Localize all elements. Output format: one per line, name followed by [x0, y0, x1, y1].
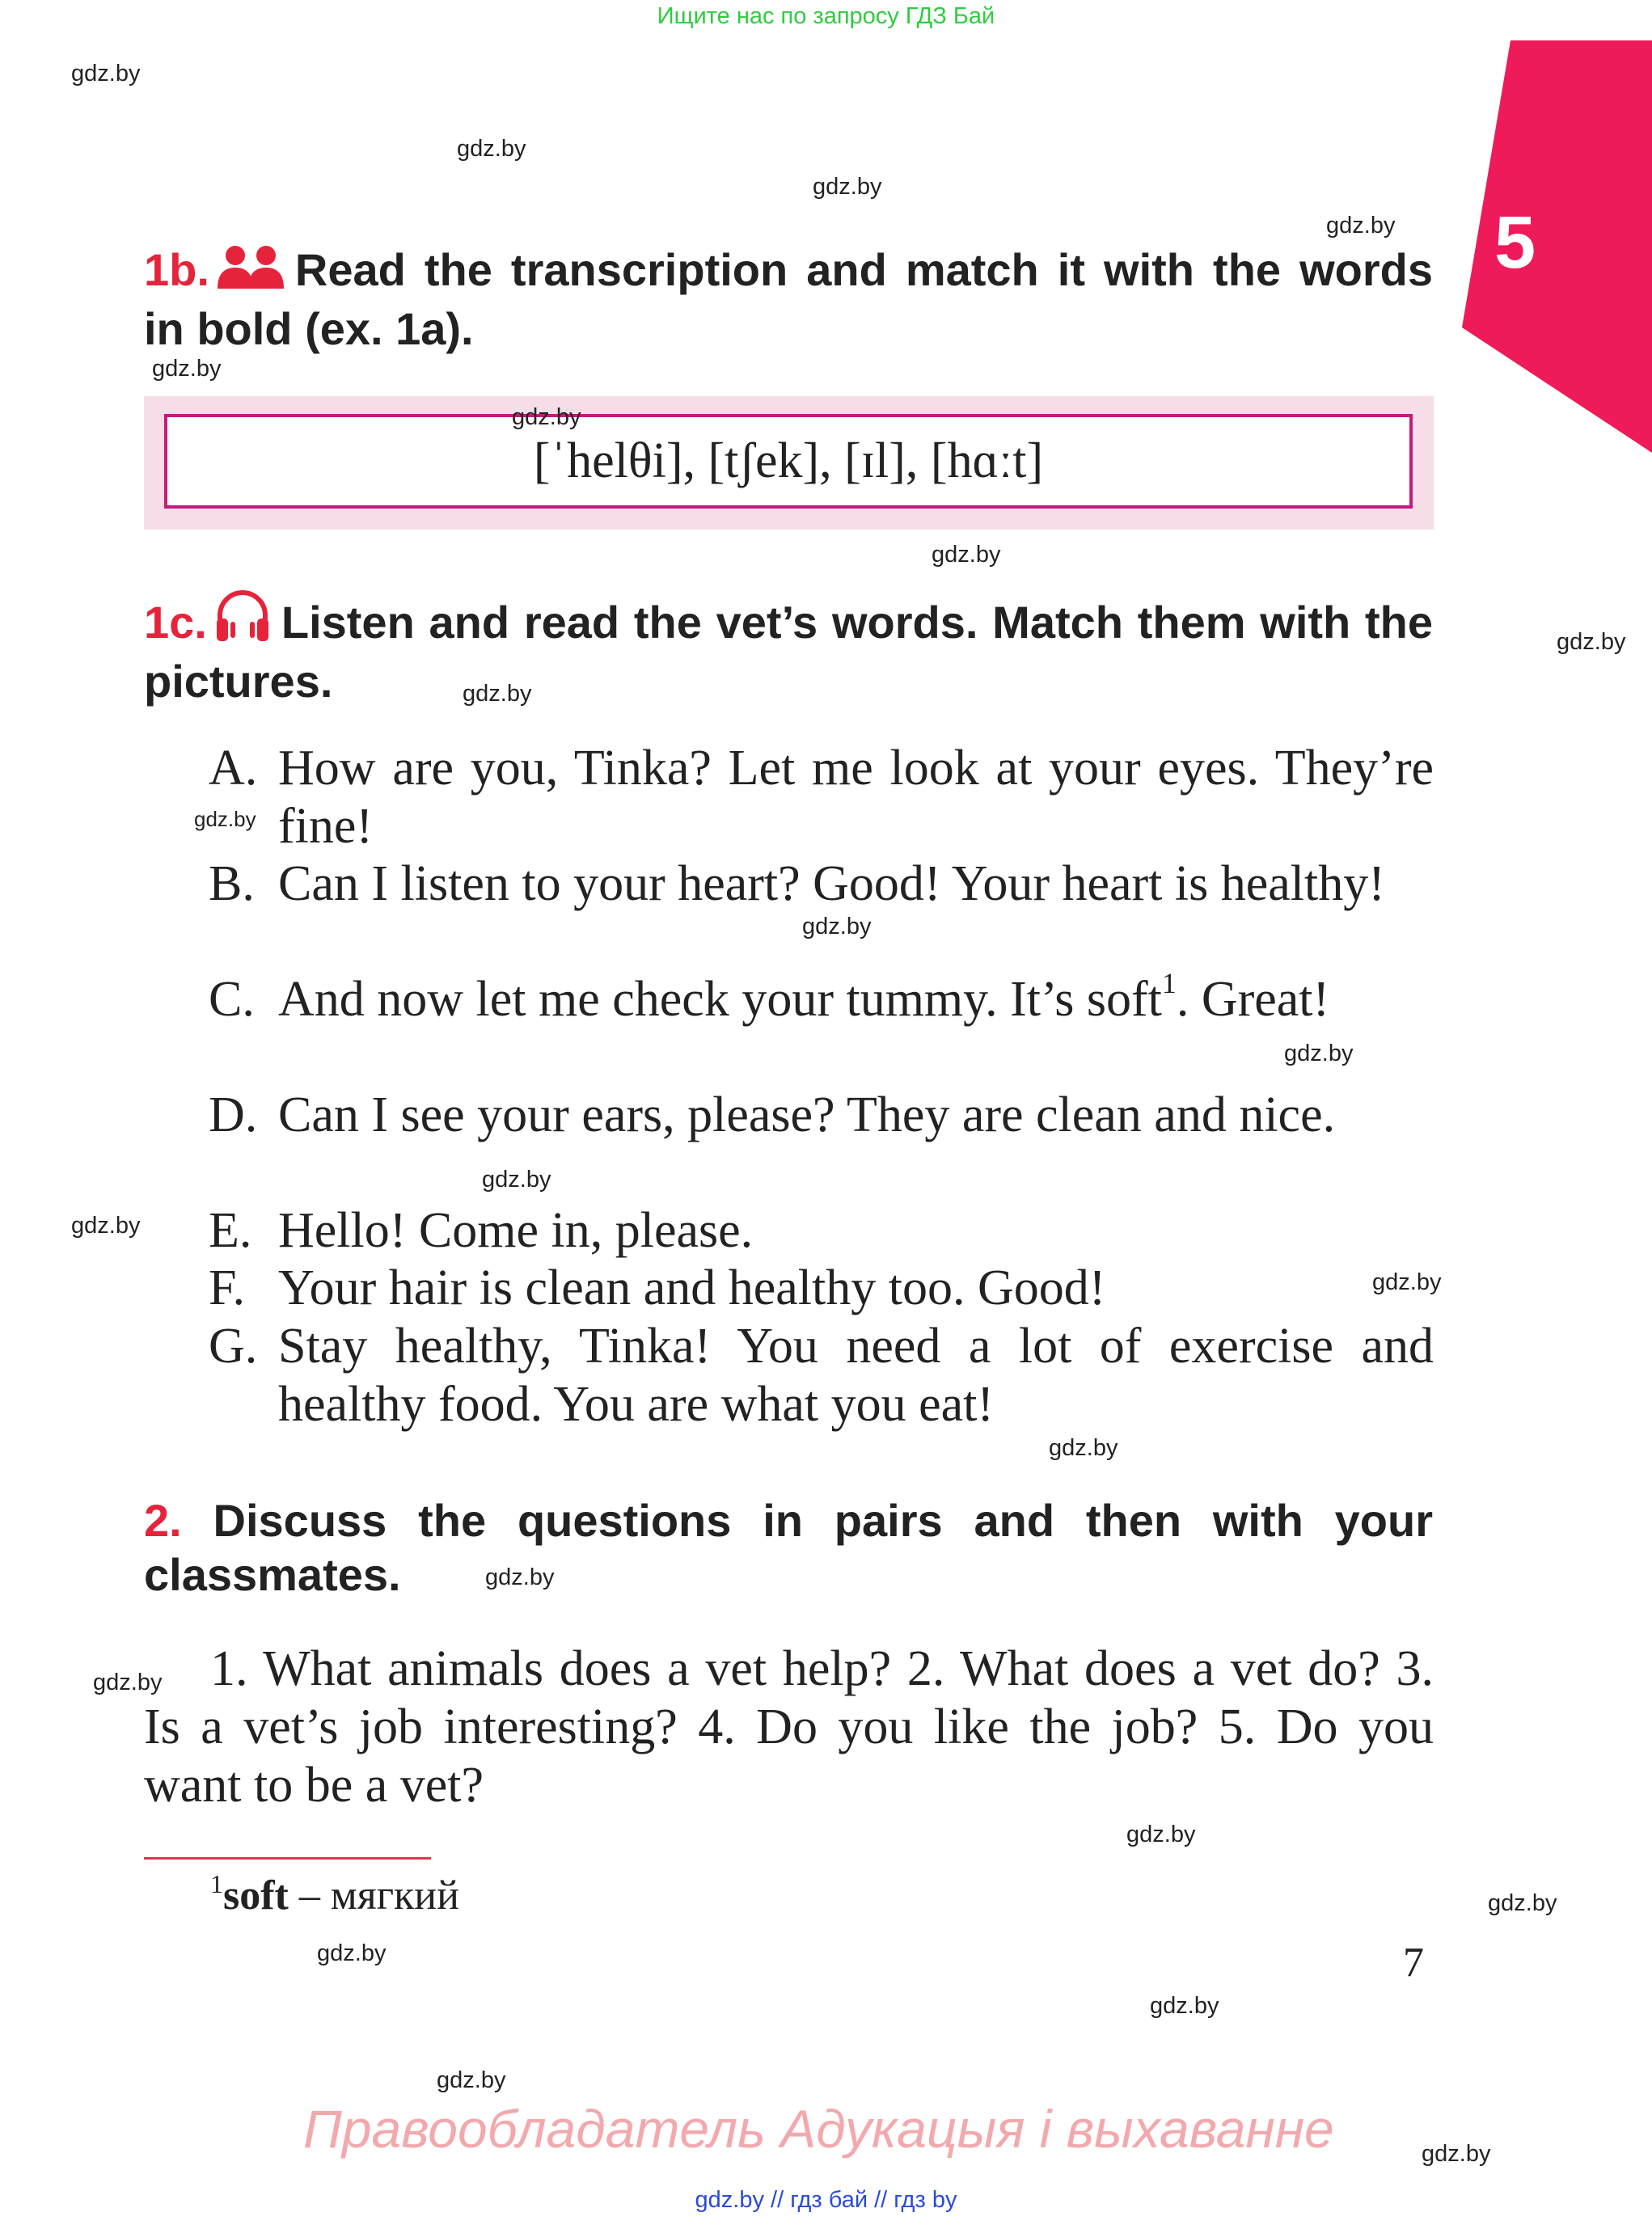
exercise-1c-instruction: Listen and read the vet’s words. Match them with the pictures.	[144, 597, 1433, 707]
watermark-label: gdz.by	[932, 542, 1001, 568]
item-text: Can I listen to your heart? Good! Your heart is healthy!	[278, 856, 1385, 911]
watermark-label: gdz.by	[1284, 1041, 1354, 1066]
unit-tab	[1462, 40, 1652, 453]
watermark-label: gdz.by	[194, 807, 256, 831]
item-text: How are you, Tinka? Let me look at your eyes. They’re fine!	[278, 741, 1434, 854]
watermark-label: gdz.by	[1372, 1269, 1442, 1295]
top-banner: Ищите нас по запросу ГДЗ Бай	[657, 3, 995, 29]
transcription-text: [ˈhelθi], [tʃek], [ɪl], [hɑːt]	[533, 433, 1044, 488]
item-letter: E.	[209, 1203, 252, 1258]
watermark-label: gdz.by	[802, 914, 872, 939]
bottom-links: gdz.by // гдз бай // гдз by	[695, 2187, 957, 2213]
watermark-label: gdz.by	[1557, 629, 1626, 655]
unit-number: 5	[1494, 201, 1536, 284]
watermark-label: gdz.by	[71, 61, 141, 87]
exercise-1b-instruction: Read the transcription and match it with the words in bold (ex. 1a).	[144, 244, 1433, 354]
item-text: Your hair is clean and healthy too. Good!	[278, 1260, 1106, 1315]
list-item	[209, 1201, 1434, 1260]
list-item	[209, 739, 1434, 855]
exercise-2-instruction: Discuss the questions in pairs and then with your classmates.	[144, 1495, 1433, 1600]
watermark-label: gdz.by	[463, 681, 532, 707]
list-item	[209, 1317, 1434, 1433]
headphones-icon	[213, 588, 272, 654]
exercise-2-questions: 1. What animals does a vet help? 2. What does a vet do? 3. Is a vet’s job interesting? 4. Do you like the job? 5. Do you want to be a vet?	[144, 1641, 1434, 1813]
watermark-label: gdz.by	[485, 1564, 555, 1590]
item-text: Stay healthy, Tinka! You need a lot of exercise and healthy food. You are what you eat!	[278, 1319, 1434, 1432]
item-letter: D.	[209, 1087, 258, 1142]
list-item	[209, 1086, 1434, 1144]
footnote-translation: – мягкий	[288, 1872, 459, 1919]
watermark-label: gdz.by	[813, 174, 882, 200]
item-text-part: . Great!	[1176, 972, 1330, 1027]
watermark-label: gdz.by	[152, 356, 222, 382]
watermark-label: gdz.by	[512, 404, 581, 430]
page-number: 7	[1403, 1940, 1424, 1986]
list-item	[209, 855, 1434, 913]
exercise-1b-heading	[144, 243, 1433, 356]
exercise-2-heading	[144, 1493, 1433, 1602]
watermark-label: gdz.by	[1049, 1435, 1118, 1461]
watermark-label: gdz.by	[482, 1167, 551, 1193]
exercise-1c-heading	[144, 588, 1433, 708]
footnote-word: soft	[223, 1872, 289, 1919]
watermark-label: gdz.by	[71, 1213, 141, 1239]
watermark-label: gdz.by	[1488, 1890, 1557, 1916]
item-letter: F.	[209, 1260, 246, 1315]
footnote-mark: 1	[210, 1869, 223, 1898]
watermark-label: gdz.by	[93, 1670, 163, 1695]
watermark-label: gdz.by	[437, 2067, 506, 2093]
unit-tab-shape	[1462, 40, 1652, 453]
exercise-1b-number: 1b.	[144, 244, 209, 295]
item-text: Can I see your ears, please? They are clean and nice.	[278, 1087, 1336, 1142]
watermark-label: gdz.by	[457, 136, 526, 162]
watermark-label: gdz.by	[317, 1940, 387, 1966]
item-letter: A.	[209, 741, 258, 796]
watermark-label: gdz.by	[1422, 2141, 1491, 2167]
footnote-divider	[144, 1857, 431, 1860]
watermark-label: gdz.by	[1126, 1822, 1196, 1847]
item-text-part: And now let me check your tummy. It’s soft	[278, 972, 1162, 1027]
list-item	[209, 1259, 1434, 1317]
item-letter: B.	[209, 856, 255, 911]
item-letter: G.	[209, 1319, 258, 1374]
footnote	[210, 1869, 459, 1919]
exercise-2-number: 2.	[144, 1495, 182, 1546]
pair-work-icon	[216, 243, 285, 302]
footnote-ref: 1	[1161, 967, 1177, 999]
list-item	[209, 967, 1434, 1028]
item-text: Hello! Come in, please.	[278, 1203, 754, 1258]
watermark-label: gdz.by	[1150, 1993, 1219, 2019]
watermark-label: gdz.by	[1326, 213, 1396, 239]
item-text	[278, 967, 1434, 1028]
exercise-1c-number: 1c.	[144, 597, 207, 648]
copyright-watermark: Правообладатель Адукацыя і выхаванне	[303, 2099, 1334, 2159]
item-letter: C.	[209, 972, 255, 1027]
